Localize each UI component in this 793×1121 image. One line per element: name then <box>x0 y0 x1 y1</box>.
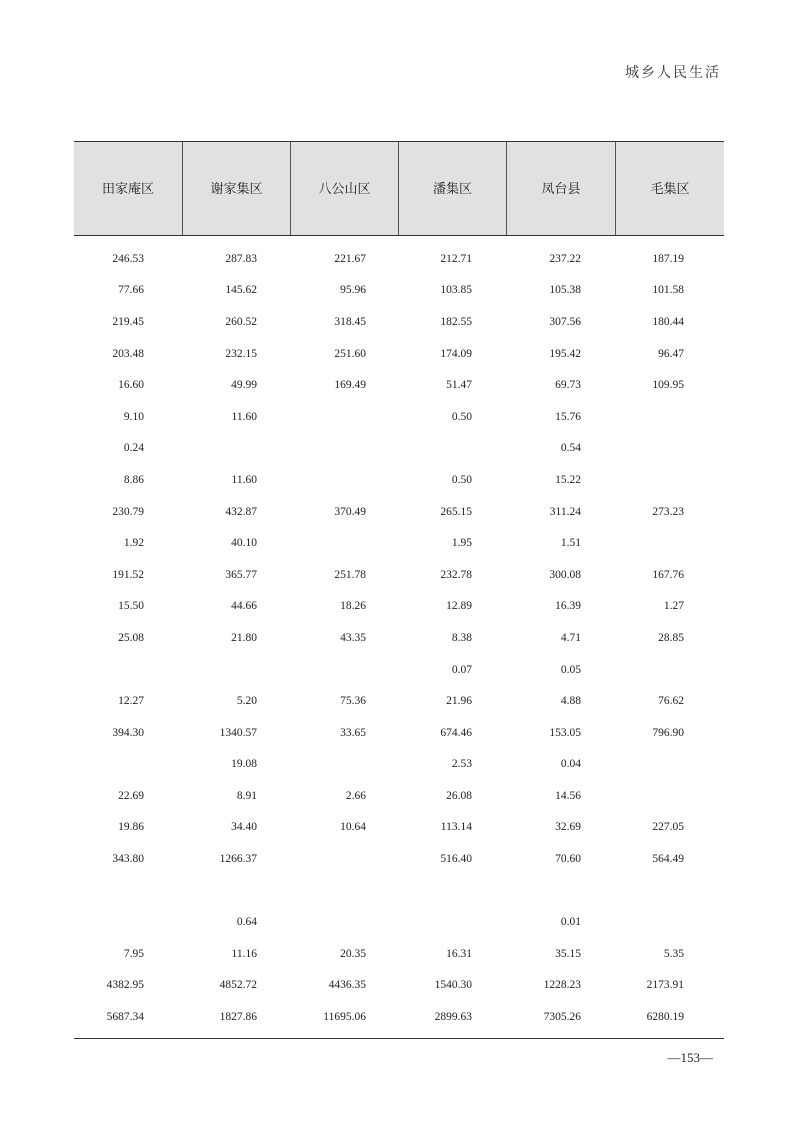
table-cell: 5.20 <box>236 695 257 708</box>
table-cell: 32.69 <box>555 821 581 834</box>
table-cell: 96.47 <box>658 347 684 360</box>
table-row <box>74 591 724 623</box>
table-row <box>74 622 724 654</box>
table-cell: 8.38 <box>451 631 472 644</box>
table-cell: 0.50 <box>451 410 472 423</box>
table-cell: 14.56 <box>555 789 581 802</box>
table-cell: 4.71 <box>560 631 581 644</box>
table-row <box>74 970 724 1002</box>
table-row <box>74 717 724 749</box>
table-cell: 20.35 <box>340 947 366 960</box>
table-cell: 12.27 <box>118 695 144 708</box>
column-header: 潘集区 <box>398 142 506 235</box>
table-cell: 19.86 <box>118 821 144 834</box>
table-cell: 22.69 <box>118 789 144 802</box>
table-row <box>74 275 724 307</box>
table-cell: 287.83 <box>225 252 257 265</box>
table-cell: 307.56 <box>549 315 581 328</box>
table-cell: 674.46 <box>440 726 472 739</box>
column-header: 凤台县 <box>506 142 615 235</box>
table-cell: 1.51 <box>560 537 581 550</box>
table-cell: 343.80 <box>112 853 144 866</box>
table-row <box>74 654 724 686</box>
table-cell: 113.14 <box>440 821 472 834</box>
table-cell: 5687.34 <box>106 1011 144 1024</box>
table-cell: 19.08 <box>231 758 257 771</box>
table-cell: 191.52 <box>112 568 144 581</box>
table-cell: 101.58 <box>652 284 684 297</box>
table-cell: 365.77 <box>225 568 257 581</box>
table-cell: 0.64 <box>236 916 257 929</box>
table-cell: 7305.26 <box>543 1011 581 1024</box>
table-cell: 0.04 <box>560 758 581 771</box>
table-cell: 4852.72 <box>219 979 257 992</box>
table-cell: 237.22 <box>549 252 581 265</box>
table-cell: 11695.06 <box>323 1011 366 1024</box>
table-cell: 10.64 <box>340 821 366 834</box>
table-cell: 219.45 <box>112 315 144 328</box>
table-cell: 21.96 <box>446 695 472 708</box>
table-cell: 49.99 <box>231 379 257 392</box>
table-cell: 432.87 <box>225 505 257 518</box>
table-cell: 251.78 <box>334 568 366 581</box>
table-cell: 1827.86 <box>219 1011 257 1024</box>
table-cell: 70.60 <box>555 853 581 866</box>
table-row <box>74 906 724 938</box>
table-cell: 16.60 <box>118 379 144 392</box>
table-cell: 75.36 <box>340 695 366 708</box>
table-cell: 0.01 <box>560 916 581 929</box>
table-cell: 516.40 <box>440 853 472 866</box>
table-cell: 153.05 <box>549 726 581 739</box>
table-bottom-rule <box>74 1038 724 1039</box>
table-cell: 95.96 <box>340 284 366 297</box>
table-row <box>74 243 724 275</box>
table-cell: 11.60 <box>231 410 257 423</box>
table-cell: 2899.63 <box>434 1011 472 1024</box>
table-cell: 4436.35 <box>328 979 366 992</box>
table-cell: 34.40 <box>231 821 257 834</box>
table-cell: 43.35 <box>340 631 366 644</box>
table-cell: 109.95 <box>652 379 684 392</box>
table-cell: 2.66 <box>345 789 366 802</box>
table-row <box>74 369 724 401</box>
table-cell: 0.24 <box>123 442 144 455</box>
table-row <box>74 433 724 465</box>
table-cell: 7.95 <box>123 947 144 960</box>
table-cell: 1.92 <box>123 537 144 550</box>
table-row <box>74 527 724 559</box>
table-row <box>74 496 724 528</box>
table-cell: 103.85 <box>440 284 472 297</box>
table-cell: 227.05 <box>652 821 684 834</box>
table-cell: 195.42 <box>549 347 581 360</box>
table-row <box>74 401 724 433</box>
table-row <box>74 306 724 338</box>
table-row <box>74 812 724 844</box>
table-cell: 33.65 <box>340 726 366 739</box>
table-cell: 370.49 <box>334 505 366 518</box>
column-header: 毛集区 <box>615 142 724 235</box>
table-cell: 5.35 <box>663 947 684 960</box>
table-row <box>74 1001 724 1033</box>
table-row <box>74 559 724 591</box>
table-cell: 251.60 <box>334 347 366 360</box>
table-cell: 796.90 <box>652 726 684 739</box>
table-cell: 180.44 <box>652 315 684 328</box>
table-cell: 4382.95 <box>106 979 144 992</box>
table-cell: 1.27 <box>663 600 684 613</box>
table-cell: 145.62 <box>225 284 257 297</box>
table-cell: 35.15 <box>555 947 581 960</box>
table-header-row <box>74 141 724 236</box>
table-cell: 9.10 <box>123 410 144 423</box>
table-row <box>74 780 724 812</box>
table-row <box>74 938 724 970</box>
table-cell: 564.49 <box>652 853 684 866</box>
statistics-table <box>74 141 724 1033</box>
table-cell: 187.19 <box>652 252 684 265</box>
table-cell: 0.50 <box>451 473 472 486</box>
table-cell: 167.76 <box>652 568 684 581</box>
table-cell: 212.71 <box>440 252 472 265</box>
table-cell: 182.55 <box>440 315 472 328</box>
table-cell: 15.22 <box>555 473 581 486</box>
table-cell: 2173.91 <box>646 979 684 992</box>
table-cell: 265.15 <box>440 505 472 518</box>
table-cell: 16.31 <box>446 947 472 960</box>
table-cell: 2.53 <box>451 758 472 771</box>
table-cell: 105.38 <box>549 284 581 297</box>
table-cell: 51.47 <box>446 379 472 392</box>
table-cell: 21.80 <box>231 631 257 644</box>
table-cell: 169.49 <box>334 379 366 392</box>
table-row <box>74 843 724 875</box>
table-cell: 44.66 <box>231 600 257 613</box>
table-cell: 0.54 <box>560 442 581 455</box>
table-row <box>74 464 724 496</box>
table-cell: 11.16 <box>231 947 257 960</box>
table-cell: 69.73 <box>555 379 581 392</box>
table-cell: 203.48 <box>112 347 144 360</box>
table-cell: 12.89 <box>446 600 472 613</box>
table-cell: 1340.57 <box>219 726 257 739</box>
table-cell: 273.23 <box>652 505 684 518</box>
table-cell: 4.88 <box>560 695 581 708</box>
table-cell: 76.62 <box>658 695 684 708</box>
table-cell: 318.45 <box>334 315 366 328</box>
table-cell: 0.07 <box>451 663 472 676</box>
table-cell: 232.78 <box>440 568 472 581</box>
table-cell: 8.86 <box>123 473 144 486</box>
table-cell: 232.15 <box>225 347 257 360</box>
table-cell: 18.26 <box>340 600 366 613</box>
table-cell: 28.85 <box>658 631 684 644</box>
table-cell: 394.30 <box>112 726 144 739</box>
table-cell: 15.50 <box>118 600 144 613</box>
table-cell: 174.09 <box>440 347 472 360</box>
table-row <box>74 338 724 370</box>
page-number: —153— <box>667 1050 713 1065</box>
table-cell: 311.24 <box>549 505 581 518</box>
table-cell: 300.08 <box>549 568 581 581</box>
table-row <box>74 749 724 781</box>
table-cell: 25.08 <box>118 631 144 644</box>
running-header: 城乡人民生活 <box>625 65 721 81</box>
column-header: 八公山区 <box>290 142 398 235</box>
table-cell: 6280.19 <box>646 1011 684 1024</box>
table-cell: 11.60 <box>231 473 257 486</box>
table-cell: 1540.30 <box>434 979 472 992</box>
table-cell: 77.66 <box>118 284 144 297</box>
table-cell: 16.39 <box>555 600 581 613</box>
table-cell: 246.53 <box>112 252 144 265</box>
table-cell: 8.91 <box>236 789 257 802</box>
table-cell: 0.05 <box>560 663 581 676</box>
column-header: 谢家集区 <box>182 142 290 235</box>
table-cell: 26.08 <box>446 789 472 802</box>
table-cell: 1228.23 <box>543 979 581 992</box>
table-cell: 1.95 <box>451 537 472 550</box>
table-row <box>74 875 724 907</box>
table-body <box>74 236 724 1033</box>
table-cell: 40.10 <box>231 537 257 550</box>
table-cell: 221.67 <box>334 252 366 265</box>
table-cell: 230.79 <box>112 505 144 518</box>
table-cell: 1266.37 <box>219 853 257 866</box>
column-header: 田家庵区 <box>101 182 154 197</box>
table-cell: 15.76 <box>555 410 581 423</box>
table-row <box>74 685 724 717</box>
table-cell: 260.52 <box>225 315 257 328</box>
